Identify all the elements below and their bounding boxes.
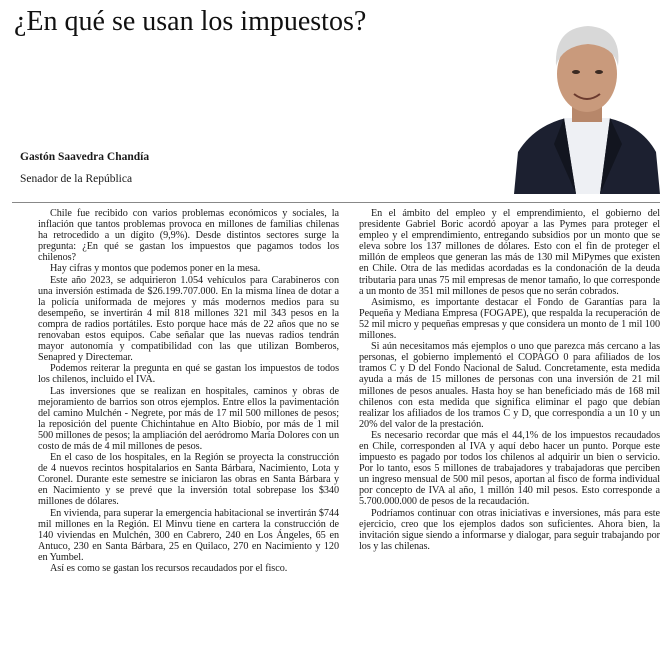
paragraph: Asimismo, es importante destacar el Fondo de Garantías para la Pequeña y Mediana Empresa (FOGAPE), que respalda la recuperación de 52 mil micro y pequeñas empresas y que considera un monto de 1 mil 100 millones.: [359, 296, 660, 342]
paragraph: Este año 2023, se adquirieron 1.054 vehículos para Carabineros con una inversión estimada de $26.199.707.000. En la misma línea de dotar a la policía uniformada de mejores y más modernos medios para su desempeño, se invertirán 4 mil 818 millones 321 mil 343 pesos en la compra de radios portátiles. Esto porque hace más de 22 años que no se renovaban estos equipos. Cabe señalar que las nuevas radios tendrán mayor autonomía y compatibilidad con las que utilizan Bomberos, Senapred y Directemar.: [38, 274, 339, 364]
paragraph: Podemos reiterar la pregunta en qué se gastan los impuestos de todos los chilenos, incluido el IVA.: [38, 363, 339, 386]
paragraph: Las inversiones que se realizan en hospitales, caminos y obras de mejoramiento de barrios son otros ejemplos. Entre ellos la pavimentación del camino Mulchén - Negrete, por más de 17 mil 500 millones de pesos; la reposición del puente Chichintahue en Alto Biobío, por más de 1 mil 500 millones de pesos; la ampliación del aeródromo María Dolores con un costo de más de 4 mil millones de pesos.: [38, 385, 339, 452]
column-left: [38, 208, 339, 664]
paragraph: Chile fue recibido con varios problemas económicos y sociales, la inflación que tantos problemas provoca en millones de familias chilenas ha retrocedido a un dígito (9,9%). Desde distintos sectores surge la pregunta: ¿En qué se gastan los impuestos que pagamos todos los chilenos?: [38, 208, 339, 264]
author-name: Gastón Saavedra Chandía: [20, 151, 150, 163]
paragraph: Podríamos continuar con otras iniciativas e inversiones, más para este ejercicio, creo que los ejemplos dados son suficientes. Ahora bien, la invitación sigue siendo a informarse y dialogar, para seguir trabajando por los y las chilenas.: [359, 507, 660, 552]
divider: [12, 202, 660, 203]
author-role: Senador de la República: [20, 173, 133, 185]
paragraph: En el caso de los hospitales, en la Región se proyecta la construcción de 4 nuevos recintos hospitalarios en Santa Bárbara, Nacimiento, Lota y Coronel. Durante este semestre se iniciaron las obras en Santa Bárbara y en Nacimiento y se prevé que la inversión total sobrepase los $340 millones de dólares.: [38, 452, 339, 508]
paragraph: Así es como se gastan los recursos recaudados por el fisco.: [50, 563, 288, 574]
author-portrait: [514, 14, 660, 194]
paragraph: En vivienda, para superar la emergencia habitacional se invertirán $744 mil millones en la Región. El Minvu tiene en cartera la construcción de 140 viviendas en Mulchén, 300 en Cabrero, 240 en Los Ángeles, 65 en Antuco, 230 en Santa Bárbara, 25 en Quilaco, 270 en Nacimiento y 120 en Yumbel.: [38, 507, 339, 563]
paragraph: Es necesario recordar que más el 44,1% de los impuestos recaudados en Chile, corresponden al IVA y aquí debo hacer un punto. Porque este impuesto es pagado por todos los chilenos al adquirir un bien o servicio. Por lo tanto, esos 5 millones de trabajadores y trabajadoras que perciben un ingreso mensual de 500 mil pesos, aportan al fisco de forma individual por concepto de IVA al año, 1 millón 140 mil pesos. Esto corresponde a 5.700.000.000 de pesos de la recaudación.: [359, 429, 660, 508]
paragraph: Hay cifras y montos que podemos poner en la mesa.: [50, 263, 261, 275]
column-right: [359, 208, 660, 664]
paragraph: Si aún necesitamos más ejemplos o uno que parezca más cercano a las personas, el gobierno implementó el COPAGO 0 para afiliados de los tramos C y D del Fondo Nacional de Salud. Concretamente, esta medida ayuda a más de 15 millones de personas con una inversión de 21 mil millones de pesos anuales. Hasta hoy se han beneficiado más de 168 mil chilenos con esta medida que significa eliminar el pago que debían realizar los afiliados de los tramos C y D, que correspondía a un 10 y un 20% del valor de la prestación.: [359, 341, 660, 430]
byline: [20, 146, 480, 190]
article-title: ¿En qué se usan los impuestos?: [14, 6, 367, 37]
paragraph: En el ámbito del empleo y el emprendimiento, el gobierno del presidente Gabriel Boric acordó apoyar a las Pymes para proteger el empleo y el emprendimiento, entregando subsidios por un monto que se eleva sobre los 137 millones de dólares. Esto con el fin de proteger el millón de empleos que generan las más de 130 mil MiPymes que existen en Chile. Otra de las medidas acordadas es la condonación de la deuda tributaria para unas 75 mil empresas de menor tamaño, lo que corresponde a un monto de 351 mil millones de pesos que no serán cobrados.: [359, 208, 660, 297]
article-body: [38, 208, 660, 664]
portrait-illustration: [514, 14, 660, 194]
